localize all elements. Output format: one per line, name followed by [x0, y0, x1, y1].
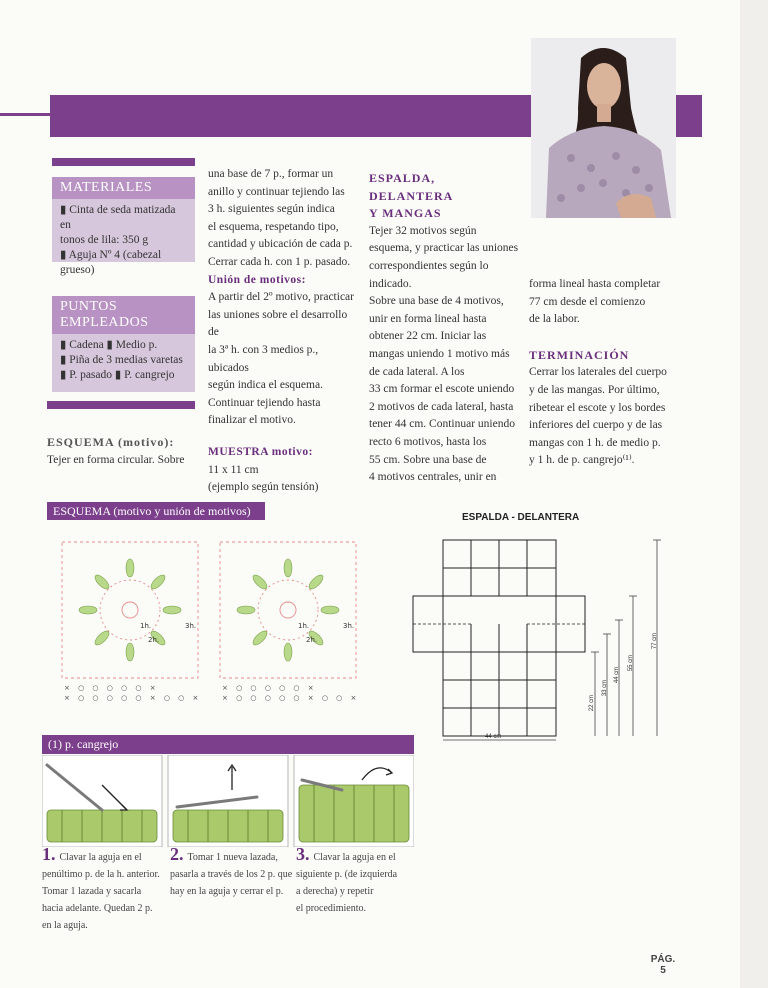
col3-line: mangas uniendo 1 motivo más: [369, 347, 510, 360]
step-3-text: [296, 846, 421, 866]
garment-diagram-svg: [405, 530, 675, 745]
terminacion-line: y de las mangas. Por último,: [529, 383, 660, 396]
cangrejo-title: [42, 735, 414, 754]
step-1-line: en la aguja.: [42, 920, 88, 931]
materials-top-bar: [52, 158, 195, 166]
page-label: PÁG.: [650, 954, 676, 965]
col3-line: de cada lateral. A los: [369, 365, 465, 378]
step-3: [296, 846, 421, 917]
model-photo: [531, 38, 676, 218]
step-2-line: Tomar 1 nueva lazada,: [187, 852, 278, 863]
col2-line: 3 h. siguientes según indica: [208, 203, 335, 216]
materials-title: MATERIALES: [52, 177, 195, 199]
muestra-line: (ejemplo según tensión): [208, 481, 319, 494]
esquema-motivo-text: Tejer en forma circular. Sobre: [47, 453, 185, 466]
page-edge-shadow: [740, 0, 768, 988]
col3-line: correspondientes según lo: [369, 259, 489, 272]
col3-line: esquema, y practicar las uniones: [369, 242, 519, 255]
col3-line: Sobre una base de 4 motivos,: [369, 295, 504, 308]
dim-55: 55 cm: [628, 654, 635, 672]
col2-line: una base de 7 p., formar un: [208, 168, 334, 180]
step-1-line: Tomar 1 lazada y sacarla: [42, 886, 142, 897]
materials-line: tonos de lila: 350 g: [60, 234, 149, 246]
stitches-bottom-bar: [47, 401, 195, 409]
step-1-number: 1.: [42, 844, 56, 864]
cangrejo-illustrations-svg: [42, 755, 414, 847]
terminacion-heading: TERMINACIÓN: [529, 347, 630, 362]
col3-line: obtener 22 cm. Iniciar las: [369, 330, 487, 343]
page-value: 5: [660, 965, 666, 976]
cangrejo-illustrations: [42, 755, 414, 847]
svg-text:× ○ ○ ○ ○ ○ ×: × ○ ○ ○ ○ ○ ×: [222, 684, 317, 692]
espalda-heading-2: Y MANGAS: [369, 206, 442, 221]
col4-line: 77 cm desde el comienzo: [529, 295, 646, 308]
column-2: [208, 166, 358, 497]
col2-line: Cerrar cada h. con 1 p. pasado.: [208, 255, 351, 268]
col3-line: 55 cm. Sobre una base de: [369, 453, 487, 466]
step-3-line: Clavar la aguja en el: [313, 852, 396, 863]
materials-line: ▮ Aguja Nº 4 (cabezal grueso): [60, 249, 162, 276]
col2-line: el esquema, respetando tipo,: [208, 220, 339, 233]
step-2-line: pasarla a través de los 2 p. que: [170, 869, 293, 880]
col3-line: recto 6 motivos, hasta los: [369, 435, 487, 448]
crochet-chart: [50, 530, 370, 710]
terminacion-line: inferiores del cuerpo y de las: [529, 419, 663, 432]
col3-line: 2 motivos de cada lateral, hasta: [369, 400, 514, 413]
step-2: [170, 846, 295, 900]
col4-line: forma lineal hasta completar: [529, 278, 661, 290]
stitches-box: [52, 296, 195, 392]
muestra-heading: MUESTRA motivo:: [208, 445, 313, 458]
esquema-section-title: ESQUEMA (motivo y unión de motivos): [47, 502, 265, 520]
column-4: [529, 276, 679, 470]
espalda-heading-1: ESPALDA, DELANTERA: [369, 171, 454, 203]
dim-77: 77 cm: [652, 632, 659, 650]
col3-line: tener 44 cm. Continuar uniendo: [369, 418, 515, 431]
stitches-title: PUNTOS EMPLEADOS: [52, 296, 195, 334]
terminacion-line: mangas con 1 h. de medio p.: [529, 436, 661, 449]
chart-label-row2: 2h.: [306, 636, 318, 644]
cangrejo-title-text: (1) p. cangrejo: [48, 737, 119, 751]
chart-label-row1: 1h.: [298, 622, 310, 630]
col2-line: cantidad y ubicación de cada p.: [208, 238, 353, 251]
union-heading: Unión de motivos:: [208, 273, 306, 286]
diagram-title: ESPALDA - DELANTERA: [462, 512, 580, 523]
chart-label-row2: 2h.: [148, 636, 160, 644]
step-3-line: a derecha) y repetir: [296, 886, 374, 897]
svg-text:× ○ ○ ○ ○ ○ × ○ ○ ×: × ○ ○ ○ ○ ○ × ○ ○ ×: [222, 694, 360, 702]
stitches-line: ▮ Piña de 3 medias varetas: [60, 354, 183, 366]
step-3-line: siguiente p. (de izquierda: [296, 869, 398, 880]
column-3: [369, 170, 519, 487]
esquema-motivo-heading: ESQUEMA (motivo):: [47, 435, 175, 449]
union-line: las uniones sobre el desarrollo de: [208, 308, 348, 339]
step-3-number: 3.: [296, 844, 310, 864]
chart-label-row3: 3h.: [185, 622, 197, 630]
chart-label-row1: 1h.: [140, 622, 152, 630]
step-1-line: Clavar la aguja en el: [59, 852, 142, 863]
header-band-right: [676, 95, 702, 137]
header-rule: [0, 113, 52, 116]
materials-box: [52, 177, 195, 276]
union-line: Continuar tejiendo hasta: [208, 396, 321, 409]
col3-line: indicado.: [369, 277, 412, 290]
header-band: [50, 95, 531, 137]
col3-line: Tejer 32 motivos según: [369, 224, 477, 237]
col3-line: 4 motivos centrales, unir en: [369, 471, 497, 484]
terminacion-line: y 1 h. de p. cangrejo⁽¹⁾.: [529, 454, 635, 467]
step-3-line: el procedimiento.: [296, 903, 366, 914]
esquema-motivo-block: [47, 434, 197, 469]
crochet-chart-svg: [50, 530, 370, 710]
terminacion-line: ribetear el escote y los bordes: [529, 401, 666, 414]
dim-33: 33 cm: [602, 679, 609, 697]
union-line: la 3ª h. con 3 medios p., ubicados: [208, 343, 319, 374]
step-2-text: [170, 846, 295, 866]
page-number: [648, 954, 678, 976]
union-line: según indica el esquema.: [208, 379, 323, 392]
step-2-number: 2.: [170, 844, 184, 864]
chart-label-row3: 3h.: [343, 622, 355, 630]
step-1: [42, 846, 167, 934]
dim-44: 44 cm: [614, 666, 621, 684]
step-1-text: [42, 846, 167, 866]
svg-text:× ○ ○ ○ ○ ○ ×: × ○ ○ ○ ○ ○ ×: [64, 684, 159, 692]
muestra-line: 11 x 11 cm: [208, 463, 259, 476]
terminacion-line: Cerrar los laterales del cuerpo: [529, 366, 667, 379]
svg-text:× ○ ○ ○ ○ ○ × ○ ○ ×: × ○ ○ ○ ○ ○ × ○ ○ ×: [64, 694, 202, 702]
col3-line: 33 cm formar el escote uniendo: [369, 383, 515, 396]
dim-width-44: 44 cm: [485, 734, 502, 740]
garment-diagram: [405, 530, 675, 745]
step-1-line: hacia adelante. Quedan 2 p.: [42, 903, 153, 914]
stitches-line: ▮ Cadena ▮ Medio p.: [60, 339, 158, 351]
step-1-line: penúltimo p. de la h. anterior.: [42, 869, 160, 880]
step-2-line: hay en la aguja y cerrar el p.: [170, 886, 284, 897]
dim-22: 22 cm: [589, 694, 596, 712]
union-line: finalizar el motivo.: [208, 414, 296, 427]
union-line: A partir del 2º motivo, practicar: [208, 291, 354, 304]
stitches-line: ▮ P. pasado ▮ P. cangrejo: [60, 369, 175, 381]
col4-line: de la labor.: [529, 313, 580, 326]
col2-line: anillo y continuar tejiendo las: [208, 185, 345, 198]
col3-line: unir en forma lineal hasta: [369, 312, 487, 325]
materials-line: ▮ Cinta de seda matizada en: [60, 204, 176, 231]
